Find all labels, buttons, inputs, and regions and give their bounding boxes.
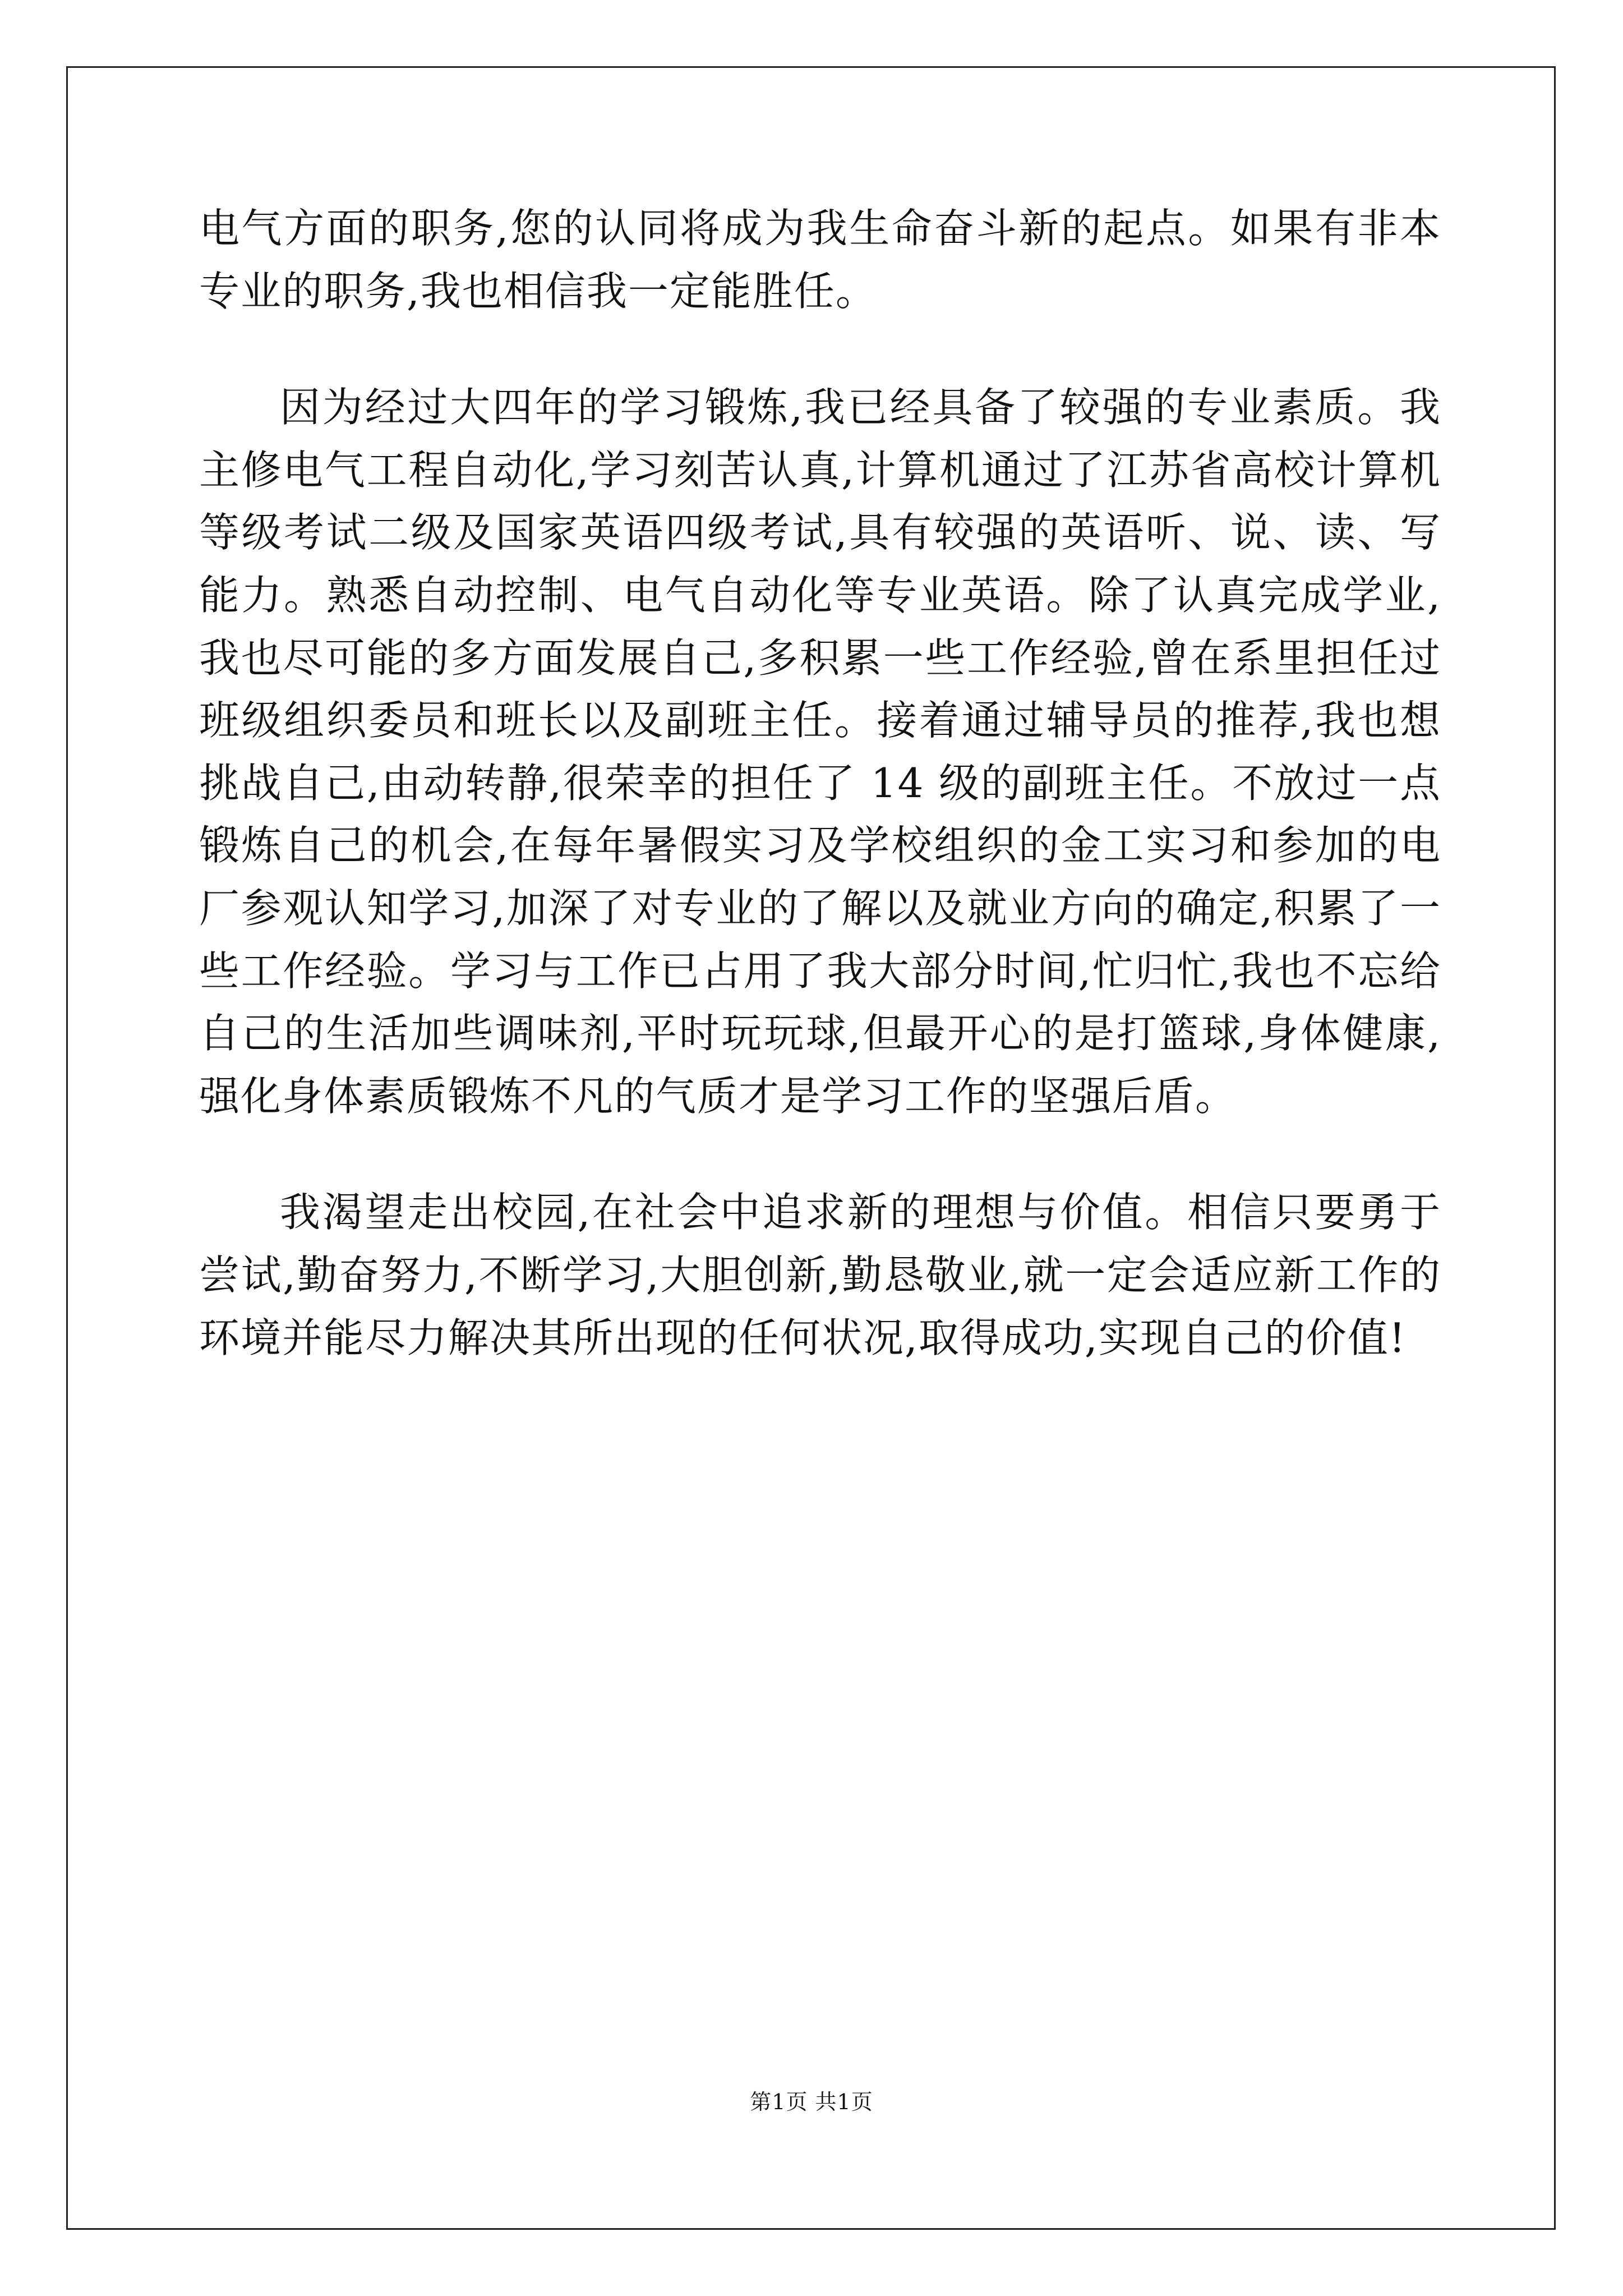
paragraph-2: 因为经过大四年的学习锻炼,我已经具备了较强的专业素质。我主修电气工程自动化,学习刻苦认真,计算机通过了江苏省高校计算机等级考试二级及国家英语四级考试,具有较强的英语听、说、读、写能力。熟悉自动控制、电气自动化等专业英语。除了认真完成学业,我也尽可能的多方面发展自己,多积累一些工作经验,曾在系里担任过班级组织委员和班长以及副班主任。接着通过辅导员的推荐,我也想挑战自己,由动转静,很荣幸的担任了 14 级的副班主任。不放过一点锻炼自己的机会,在每年暑假实习及学校组织的金工实习和参加的电厂参观认知学习,加深了对专业的了解以及就业方向的确定,积累了一些工作经验。学习与工作已占用了我大部分时间,忙归忙,我也不忘给自己的生活加些调味剂,平时玩玩球,但最开心的是打篮球,身体健康,强化身体素质锻炼不凡的气质才是学习工作的坚强后盾。	[199, 384, 1441, 1120]
document-body	[199, 197, 1441, 1369]
paragraph-1: 电气方面的职务,您的认同将成为我生命奋斗新的起点。如果有非本专业的职务,我也相信我一定能胜任。	[199, 205, 1441, 315]
page-footer: 第1页 共1页	[750, 2090, 873, 2114]
paragraph-3: 我渴望走出校园,在社会中追求新的理想与价值。相信只要勇于尝试,勤奋努力,不断学习,大胆创新,勤恳敬业,就一定会适应新工作的环境并能尽力解决其所出现的任何状况,取得成功,实现自己的价值!	[199, 1189, 1441, 1361]
